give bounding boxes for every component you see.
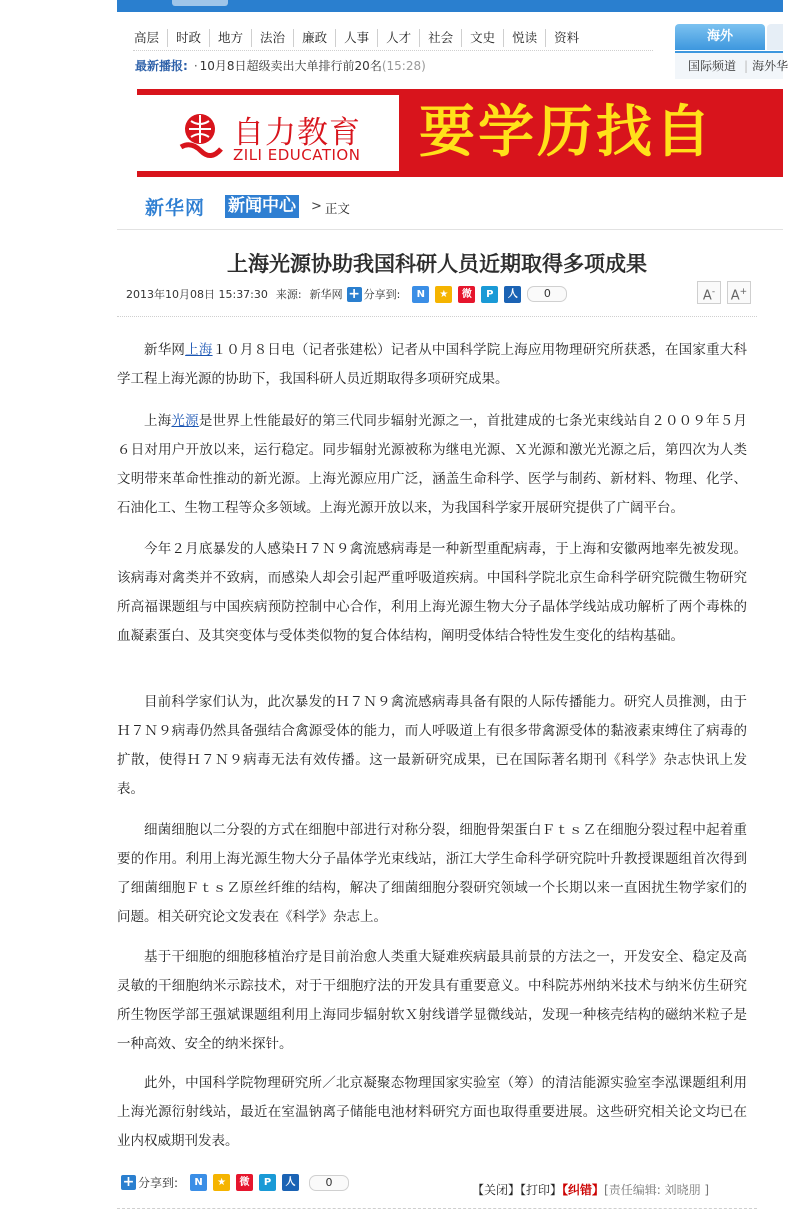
paragraph-text: 细菌细胞以二分裂的方式在细胞中部进行对称分裂，细胞骨架蛋白ＦｔｓＺ在细胞分裂过程中起着重要的作用。利用上海光源生物大分子晶体学光束线站，浙江大学生命科学研究院叶升教授课题组首次得到了细菌细胞ＦｔｓＺ原丝纤维的结构，解决了细菌细胞分裂研究领域一个长期以来一直困扰生物学家们的问题。相关研究论文发表在《科学》杂志上。	[117, 822, 747, 925]
ad-slogan: 要学历找自	[419, 100, 714, 165]
share-icons	[412, 286, 527, 303]
correct-link[interactable]: 【纠错】	[562, 1183, 605, 1197]
nav-item[interactable]: 廉政	[294, 29, 336, 47]
tab-overseas[interactable]: 海外	[675, 24, 765, 50]
nav-item[interactable]: 时政	[168, 29, 210, 47]
news-flash	[135, 57, 426, 74]
nav-item[interactable]: 高层	[126, 29, 168, 47]
article-paragraph	[117, 1069, 747, 1156]
nav-item[interactable]: 文史	[462, 29, 504, 47]
paragraph-text: 基于干细胞的细胞移植治疗是目前治愈人类重大疑难疾病最具前景的方法之一，开发安全、稳定及高灵敏的干细胞纳米示踪技术，对于干细胞疗法的开发具有重要意义。中科院苏州纳米技术与纳米仿生研究所生物医学部王强斌课题组利用上海同步辐射软Ｘ射线谱学显微线站，发现一种核壳结构的磁纳米粒子是一种高效、安全的纳米探针。	[117, 949, 747, 1052]
renren-icon[interactable]: 人	[504, 286, 521, 303]
font-increase-button[interactable]: A+	[727, 281, 751, 304]
bottom-share-icons	[190, 1174, 305, 1191]
breadcrumb-current: 正文	[324, 201, 350, 216]
bottom-share-label: 分享到:	[138, 1176, 179, 1190]
paragraph-text: 是世界上性能最好的第三代同步辐射光源之一，首批建成的七条光束线站自２００９年５月６日对用户开放以来，运行稳定。同步辐射光源被称为继电光源、Ｘ光源和激光光源之后，第四次为人类文明带来革命性推动的新光源。上海光源应用广泛，涵盖生命科学、医学与制药、新材料、物理、化学、石油化工、生物工程等众多领域。上海光源开放以来，为我国科学家开展研究提供了广阔平台。	[117, 413, 748, 516]
nav-item[interactable]: 悦读	[504, 29, 546, 47]
sina-weibo-icon[interactable]: 微	[236, 1174, 253, 1191]
xinhua-weibo-icon[interactable]: N	[190, 1174, 207, 1191]
keyword-link[interactable]: 上海	[185, 342, 213, 358]
qzone-icon[interactable]: ★	[435, 286, 452, 303]
nav-item[interactable]: 社会	[420, 29, 462, 47]
news-flash-label: 最新播报:	[135, 59, 188, 73]
font-decrease-label: A	[702, 288, 712, 304]
share-label: 分享到:	[363, 288, 401, 301]
renren-icon[interactable]: 人	[282, 1174, 299, 1191]
source-label: 来源:	[275, 288, 302, 301]
news-flash-link[interactable]: 10月8日超级卖出大单排行前20名	[199, 59, 382, 73]
bottom-divider	[117, 1208, 757, 1209]
responsible-editor: [责任编辑: 刘晓朋 ]	[604, 1183, 710, 1197]
sina-weibo-icon[interactable]: 微	[458, 286, 475, 303]
chevron-right-icon: >	[311, 198, 322, 214]
paragraph-text: 目前科学家们认为，此次暴发的Ｈ７Ｎ９禽流感病毒具备有限的人际传播能力。研究人员推测，由于Ｈ７Ｎ９病毒仍然具备强结合禽源受体的能力，而人呼吸道上有很多带禽源受体的黏液素束缚住了病毒的扩散，使得Ｈ７Ｎ９病毒无法有效传播。这一最新研究成果，已在国际著名期刊《科学》杂志快讯上发表。	[117, 694, 747, 797]
bottom-share-count: 0	[309, 1175, 349, 1191]
keyword-link[interactable]: 光源	[171, 413, 199, 429]
tencent-weibo-icon[interactable]: P	[481, 286, 498, 303]
paragraph-text: 上海	[144, 413, 172, 429]
plus-icon[interactable]: +	[348, 285, 360, 302]
article-paragraph	[117, 943, 747, 1059]
breadcrumb-news-center[interactable]: 新闻中心	[225, 195, 299, 218]
breadcrumb-divider	[117, 229, 783, 230]
bottom-share-bar	[121, 1174, 349, 1191]
nav-item[interactable]: 人事	[336, 29, 378, 47]
article-paragraph	[117, 407, 747, 523]
zili-logo-icon	[175, 107, 225, 159]
breadcrumb	[145, 194, 350, 218]
xinhua-weibo-icon[interactable]: N	[412, 286, 429, 303]
article-title: 上海光源协助我国科研人员近期取得多项成果	[227, 251, 647, 276]
breadcrumb-home[interactable]: 新华网	[145, 196, 206, 219]
font-increase-label: A	[730, 288, 740, 304]
article-date: 2013年10月08日 15:37:30	[126, 288, 268, 301]
tab-next[interactable]	[767, 24, 783, 50]
site-logo-strip	[172, 0, 228, 6]
nav-item[interactable]: 地方	[210, 29, 252, 47]
nav-item[interactable]: 资料	[554, 30, 580, 45]
tencent-weibo-icon[interactable]: P	[259, 1174, 276, 1191]
close-link[interactable]: 【关闭】	[472, 1183, 521, 1197]
news-flash-time: (15:28)	[381, 59, 426, 73]
paragraph-text: 此外，中国科学院物理研究所／北京凝聚态物理国家实验室（筹）的清洁能源实验室李泓课题组利用上海光源衍射线站，最近在室温钠离子储能电池材料研究方面也取得重要进展。这些研究相关论文均已在业内权威期刊发表。	[117, 1075, 747, 1149]
ad-brand-en: ZILI EDUCATION	[233, 146, 361, 164]
ad-bottom-stripe	[137, 171, 399, 177]
channel-nav	[126, 28, 656, 48]
qzone-icon[interactable]: ★	[213, 1174, 230, 1191]
paragraph-text: 新华网	[144, 342, 186, 358]
site-top-bar	[117, 0, 783, 12]
ad-banner[interactable]	[137, 89, 783, 177]
bullet-icon: ·	[193, 59, 198, 73]
paragraph-text: １０月８日电（记者张建松）记者从中国科学院上海应用物理研究所获悉，在国家重大科学工程上海光源的协助下，我国科研人员近期取得多项研究成果。	[117, 342, 748, 387]
plus-icon[interactable]: +	[122, 1174, 135, 1190]
share-count: 0	[527, 286, 567, 302]
article-meta	[126, 285, 567, 303]
overseas-links	[675, 51, 788, 79]
article-source: 新华网	[309, 288, 343, 301]
meta-divider	[117, 316, 757, 317]
nav-item[interactable]: 人才	[378, 29, 420, 47]
nav-divider	[133, 50, 653, 51]
link-separator: |	[744, 59, 749, 73]
paragraph-text: 今年２月底暴发的人感染Ｈ７Ｎ９禽流感病毒是一种新型重配病毒，于上海和安徽两地率先被发现。该病毒对禽类并不致病，而感染人却会引起严重呼吸道疾病。中国科学院北京生命科学研究院微生物研究所高福课题组与中国疾病预防控制中心合作，利用上海光源生物大分子晶体学线站成功解析了两个毒株的血凝素蛋白、及其突变体与受体类似物的复合体结构，阐明受体结合特性发生变化的结构基础。	[117, 541, 747, 644]
ad-top-stripe	[137, 89, 399, 95]
nav-item[interactable]: 法治	[252, 29, 294, 47]
article-paragraph	[117, 688, 747, 804]
article-paragraph	[117, 336, 747, 394]
article-paragraph	[117, 535, 747, 651]
print-link[interactable]: 【打印】	[520, 1183, 563, 1197]
ad-brand-cn: 自力教育	[233, 115, 361, 151]
font-decrease-button[interactable]: A-	[697, 281, 721, 304]
link-international[interactable]: 国际频道	[688, 59, 737, 73]
article-paragraph	[117, 816, 747, 932]
link-overseas-chinese[interactable]: 海外华	[752, 59, 788, 73]
article-tools	[472, 1181, 709, 1198]
